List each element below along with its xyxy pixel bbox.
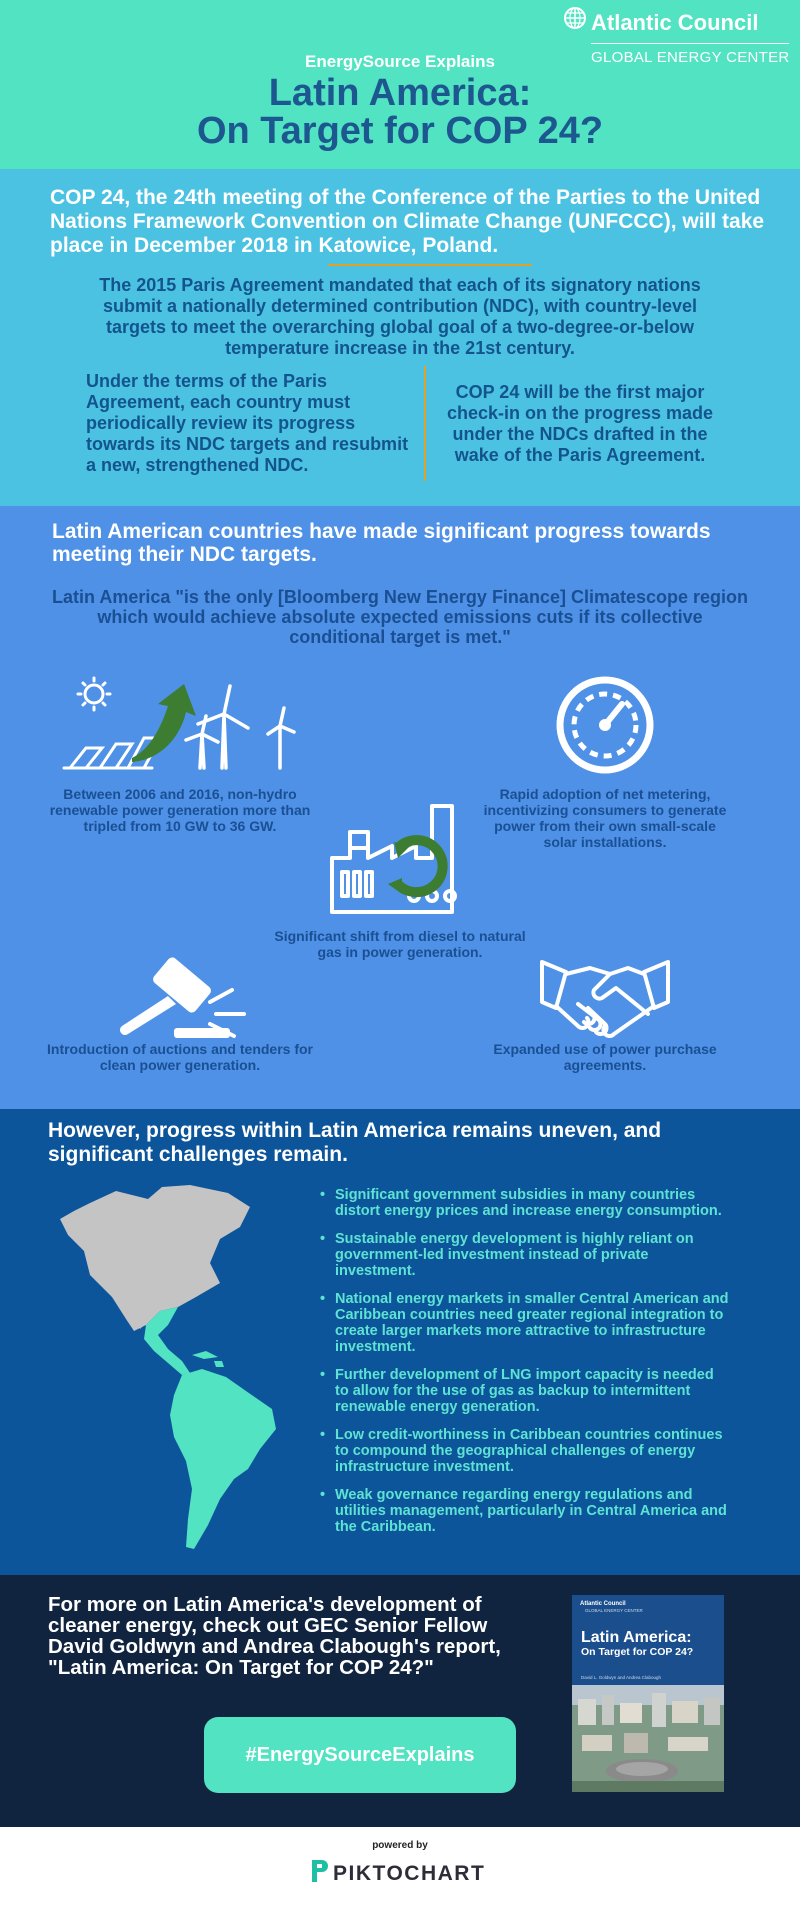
factory-icon [328, 802, 472, 921]
intro-lead-text: COP 24, the 24th meeting of the Conference of the Parties to the United Nations Framework Convention on Climate Change (UNFCCC), will take place in December 2018 in Katowice, Poland. [50, 186, 765, 257]
cover-title [581, 1629, 721, 1658]
renewables-caption: Between 2006 and 2016, non-hydro renewable power generation more than tripled from 10 GW to 36 GW. [49, 786, 311, 834]
challenges-section [0, 1109, 800, 1575]
gas-shift-caption: Significant shift from diesel to natural gas in power generation. [274, 928, 526, 960]
piktochart-logo-icon [310, 1858, 330, 1884]
intro-divider [328, 264, 532, 266]
page-title-line2: On Target for COP 24? [196, 110, 604, 152]
piktochart-wordmark[interactable]: PIKTOCHART [333, 1862, 486, 1885]
challenges-heading: However, progress within Latin America remains uneven, and significant challenges remain. [48, 1119, 662, 1166]
ppa-caption: Expanded use of power purchase agreements. [493, 1041, 717, 1073]
page-title-line1: Latin America: [268, 72, 532, 114]
challenges-list [318, 1187, 730, 1547]
list-item: • Significant government subsidies in many countries distort energy prices and increase energy consumption. [318, 1187, 730, 1219]
list-item: • Sustainable energy development is highly reliant on government-led investment instead of private investment. [318, 1231, 730, 1279]
review-process-text: Under the terms of the Paris Agreement, each country must periodically review its progress towards its NDC targets and resubmit a new, strengthened NDC. [86, 371, 409, 475]
list-item: • Further development of LNG import capacity is needed to allow for the use of gas as backup to intermittent renewable energy generation. [318, 1367, 730, 1415]
intro-vertical-divider [424, 366, 426, 481]
cover-brand-subtitle: GLOBAL ENERGY CENTER [585, 1608, 643, 1613]
auctions-caption: Introduction of auctions and tenders for clean power generation. [47, 1041, 313, 1073]
list-item: • Low credit-worthiness in Caribbean countries continues to compound the geographical challenges of energy infrastructure investment. [318, 1427, 730, 1475]
renewables-icon [62, 676, 296, 781]
page-title [0, 74, 800, 150]
series-kicker: EnergySource Explains [305, 52, 495, 71]
meter-icon [554, 674, 656, 781]
hashtag-button[interactable]: #EnergySourceExplains [204, 1717, 516, 1793]
cover-title-line1: Latin America: [581, 1629, 692, 1646]
brand-subtitle: GLOBAL ENERGY CENTER [591, 49, 790, 66]
brand-name: Atlantic Council [591, 10, 759, 35]
list-item: • National energy markets in smaller Central American and Caribbean countries need greater regional integration to create larger markets more attractive to infrastructure investment. [318, 1291, 730, 1355]
brand-divider [591, 43, 789, 44]
net-metering-caption: Rapid adoption of net metering, incentivizing consumers to generate power from their own small-scale solar installations. [483, 786, 727, 850]
bnef-quote: Latin America "is the only [Bloomberg New Energy Finance] Climatescope region which would achieve absolute expected emissions cuts if its collective conditional target is met." [51, 587, 748, 647]
paris-agreement-text: The 2015 Paris Agreement mandated that each of its signatory nations submit a nationally determined contribution (NDC), with country-level targets to meet the overarching global goal of a two-degree-or-below temperature increase in the 21st century. [99, 275, 701, 358]
header-section [0, 0, 800, 169]
progress-section [0, 506, 800, 1109]
report-cover[interactable] [572, 1595, 724, 1792]
globe-icon [563, 6, 587, 30]
cover-title-line2: On Target for COP 24? [581, 1646, 694, 1658]
footer-section [0, 1827, 800, 1907]
report-promo-text: For more on Latin America's development of cleaner energy, check out GEC Senior Fellow David Goldwyn and Andrea Clabough's report, "Latin America: On Target for COP 24?" [48, 1593, 501, 1679]
report-section [0, 1575, 800, 1827]
list-item: • Weak governance regarding energy regulations and utilities management, particularly in Central America and the Caribbean. [318, 1487, 730, 1535]
cover-authors: David L. Goldwyn and Andrea Clabough [581, 1675, 662, 1680]
americas-map [50, 1179, 290, 1560]
cover-city-photo [572, 1685, 724, 1792]
handshake-icon [538, 958, 672, 1043]
gavel-icon [116, 956, 248, 1051]
cop24-checkin-text: COP 24 will be the first major check-in on the progress made under the NDCs drafted in the wake of the Paris Agreement. [446, 382, 714, 465]
cover-brand: Atlantic Council [580, 1601, 626, 1607]
progress-heading: Latin American countries have made significant progress towards meeting their NDC targets. [52, 520, 711, 566]
powered-by-label: powered by [372, 1840, 428, 1851]
intro-section [0, 169, 800, 506]
